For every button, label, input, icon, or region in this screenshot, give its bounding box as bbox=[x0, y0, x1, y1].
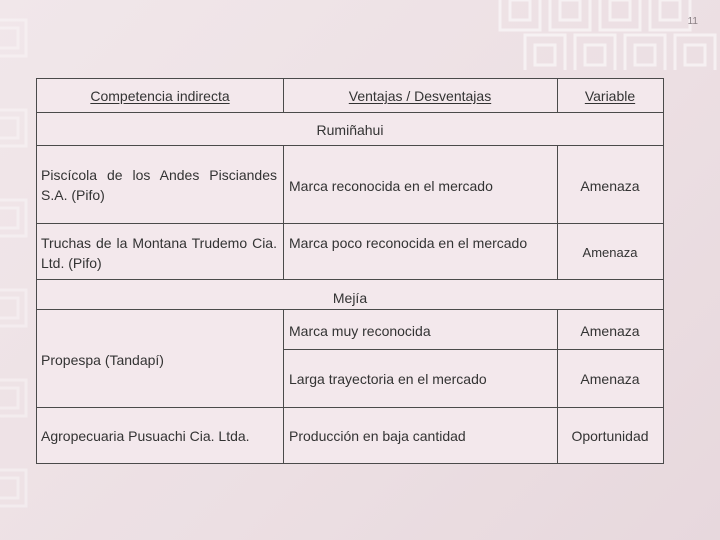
competitor-name: Truchas de la Montana Trudemo Cia. Ltd. (Pifo) bbox=[41, 235, 277, 271]
decorative-pattern-left bbox=[0, 0, 40, 540]
row-divider bbox=[37, 145, 663, 146]
region-label: Rumiñahui bbox=[316, 122, 384, 138]
pros-cons-text: Marca poco reconocida en el mercado bbox=[289, 235, 528, 251]
decorative-pattern bbox=[490, 0, 720, 70]
competitor-name: Agropecuaria Pusuachi Cia. Ltda. bbox=[41, 428, 250, 444]
header-competitor: Competencia indirecta bbox=[90, 88, 230, 104]
col-divider bbox=[283, 309, 284, 464]
variable-value: Amenaza bbox=[580, 178, 640, 194]
pros-cons-text: Larga trayectoria en el mercado bbox=[289, 371, 487, 387]
pros-cons-text: Marca muy reconocida bbox=[289, 323, 431, 339]
region-label: Mejía bbox=[332, 290, 368, 306]
variable-value: Oportunidad bbox=[571, 428, 649, 444]
page-number: 11 bbox=[687, 16, 698, 27]
row-divider bbox=[283, 349, 663, 350]
row-divider bbox=[37, 309, 663, 310]
col-divider bbox=[283, 145, 284, 279]
pros-cons-text: Producción en baja cantidad bbox=[289, 428, 466, 444]
pros-cons-text: Marca reconocida en el mercado bbox=[289, 178, 493, 194]
competition-table bbox=[36, 78, 664, 464]
variable-value: Amenaza bbox=[580, 371, 640, 387]
variable-value: Amenaza bbox=[582, 245, 638, 260]
row-divider bbox=[37, 112, 663, 113]
row-divider bbox=[37, 407, 663, 408]
header-variable: Variable bbox=[584, 88, 636, 104]
competitor-name: Piscícola de los Andes Pisciandes S.A. (Pifo) bbox=[41, 167, 277, 203]
row-divider bbox=[37, 279, 663, 280]
header-pros-cons: Ventajas / Desventajas bbox=[348, 88, 492, 104]
variable-value: Amenaza bbox=[580, 323, 640, 339]
row-divider bbox=[37, 223, 663, 224]
competitor-name: Propespa (Tandapí) bbox=[41, 352, 164, 368]
